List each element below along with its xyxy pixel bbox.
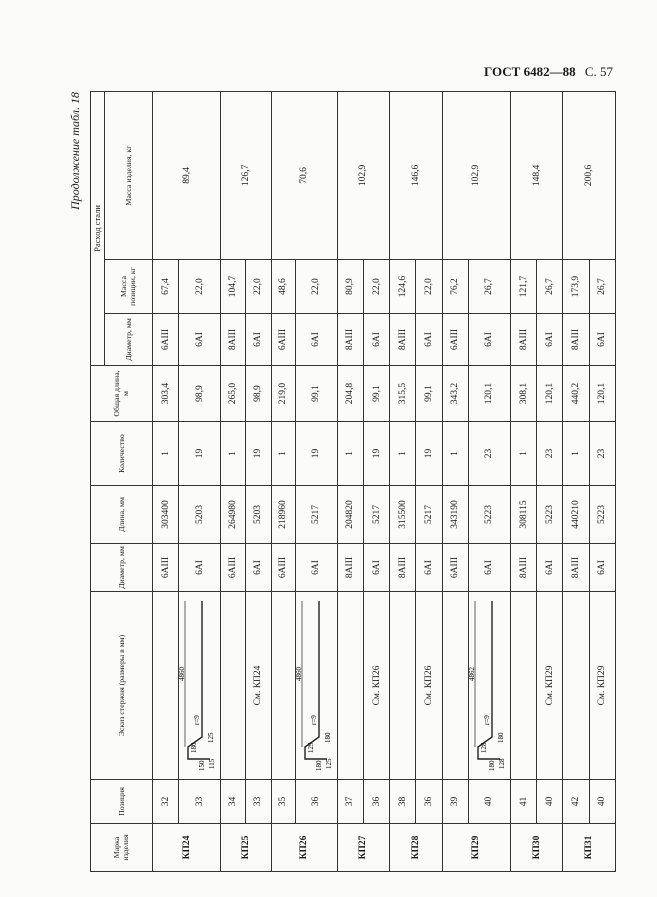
- col-length: Длина, мм: [91, 486, 153, 544]
- cell-pmass: 102,9: [442, 91, 510, 259]
- cell-smass: 76,2: [442, 260, 468, 314]
- cell-sd: 6АIII: [152, 314, 178, 366]
- cell-pos: 34: [221, 780, 246, 824]
- cell-pos: 40: [589, 780, 615, 824]
- cell-sketch: [468, 592, 510, 780]
- cell-qty: 1: [510, 422, 536, 486]
- cell-total: 99,1: [295, 366, 337, 422]
- cell-qty: 1: [563, 422, 589, 486]
- cell-sd: 6АI: [295, 314, 337, 366]
- cell-d: 6АI: [179, 544, 221, 592]
- sketch-dimension: 4860: [294, 667, 303, 681]
- cell-sketch: [337, 592, 363, 780]
- cell-pmass: 126,7: [221, 91, 271, 259]
- table-body: [91, 91, 616, 871]
- bar-sketch-drawing: [294, 593, 333, 777]
- standard-title: ГОСТ 6482—88: [484, 64, 576, 79]
- cell-d: 6АIII: [152, 544, 178, 592]
- cell-qty: 19: [416, 422, 442, 486]
- cell-sd: 6АI: [468, 314, 510, 366]
- col-product-mass: Масса изделия, кг: [104, 91, 152, 259]
- col-sketch: Эскиз стержня (размеры в мм): [91, 592, 153, 780]
- cell-smass: 104,7: [221, 260, 246, 314]
- cell-len: 204820: [337, 486, 363, 544]
- cell-total: 120,1: [589, 366, 615, 422]
- sketch-dimension: 128: [479, 742, 488, 753]
- cell-d: 6АI: [295, 544, 337, 592]
- cell-pos: 35: [271, 780, 295, 824]
- cell-pos: 36: [416, 780, 442, 824]
- cell-pos: 39: [442, 780, 468, 824]
- cell-len: 5217: [416, 486, 442, 544]
- cell-mark: КП31: [563, 824, 616, 872]
- page-number: С. 57: [584, 64, 613, 79]
- sketch-dimension: 128: [497, 758, 506, 769]
- cell-pmass: 148,4: [510, 91, 563, 259]
- cell-pos: 33: [246, 780, 271, 824]
- cell-sd: 6АI: [363, 314, 389, 366]
- sketch-dimension: 180: [496, 732, 505, 743]
- sketch-dimension: 180: [314, 760, 323, 771]
- sketch-dimension: 115: [208, 758, 217, 769]
- sketch-dimension: r=9: [193, 715, 202, 725]
- cell-smass: 22,0: [179, 260, 221, 314]
- cell-total: 98,9: [179, 366, 221, 422]
- cell-smass: 22,0: [246, 260, 271, 314]
- cell-d: 6АI: [589, 544, 615, 592]
- cell-total: 99,1: [363, 366, 389, 422]
- cell-len: 264980: [221, 486, 246, 544]
- cell-total: 315,5: [390, 366, 416, 422]
- cell-d: 8АIII: [510, 544, 536, 592]
- bar-sketch-drawing: [180, 593, 216, 777]
- cell-qty: 23: [589, 422, 615, 486]
- cell-smass: 22,0: [295, 260, 337, 314]
- cell-sketch: См. КП26: [363, 592, 389, 780]
- cell-qty: 23: [468, 422, 510, 486]
- sketch-dimension: r=9: [309, 715, 318, 725]
- cell-mark: КП27: [337, 824, 390, 872]
- cell-len: 5223: [537, 486, 563, 544]
- sketch-dimension: 180: [487, 760, 496, 771]
- cell-len: 5223: [468, 486, 510, 544]
- cell-sketch: [510, 592, 536, 780]
- cell-total: 120,1: [537, 366, 563, 422]
- cell-mark: КП26: [271, 824, 337, 872]
- cell-sd: 8АIII: [221, 314, 246, 366]
- cell-len: 5217: [295, 486, 337, 544]
- cell-pos: 36: [363, 780, 389, 824]
- cell-sketch: [390, 592, 416, 780]
- cell-d: 6АI: [468, 544, 510, 592]
- cell-mark: КП30: [510, 824, 563, 872]
- cell-qty: 1: [337, 422, 363, 486]
- table-row: [510, 91, 536, 871]
- cell-qty: 19: [246, 422, 271, 486]
- cell-total: 219,0: [271, 366, 295, 422]
- cell-len: 315500: [390, 486, 416, 544]
- cell-pmass: 146,6: [390, 91, 443, 259]
- cell-mark: КП29: [442, 824, 510, 872]
- cell-sd: 6АIII: [271, 314, 295, 366]
- cell-sd: 6АI: [589, 314, 615, 366]
- cell-total: 99,1: [416, 366, 442, 422]
- cell-qty: 1: [271, 422, 295, 486]
- cell-smass: 173,9: [563, 260, 589, 314]
- cell-sketch: См. КП24: [246, 592, 271, 780]
- cell-d: 8АIII: [390, 544, 416, 592]
- cell-qty: 1: [390, 422, 416, 486]
- cell-total: 265,0: [221, 366, 246, 422]
- cell-qty: 1: [221, 422, 246, 486]
- cell-pos: 41: [510, 780, 536, 824]
- bar-sketch-drawing: [467, 593, 506, 777]
- cell-len: 5203: [246, 486, 271, 544]
- cell-total: 308,1: [510, 366, 536, 422]
- cell-len: 303400: [152, 486, 178, 544]
- cell-smass: 22,0: [363, 260, 389, 314]
- cell-sd: 6АI: [537, 314, 563, 366]
- cell-sketch: [563, 592, 589, 780]
- cell-smass: 48,6: [271, 260, 295, 314]
- cell-pos: 38: [390, 780, 416, 824]
- sketch-dimension: 129: [306, 742, 315, 753]
- cell-sd: 8АIII: [563, 314, 589, 366]
- cell-total: 120,1: [468, 366, 510, 422]
- cell-len: 5217: [363, 486, 389, 544]
- cell-d: 6АIII: [221, 544, 246, 592]
- cell-d: 6АI: [246, 544, 271, 592]
- cell-pos: 40: [468, 780, 510, 824]
- sketch-dimension: r=9: [482, 715, 491, 725]
- cell-pmass: 70,6: [271, 91, 337, 259]
- cell-len: 218960: [271, 486, 295, 544]
- cell-qty: 19: [363, 422, 389, 486]
- cell-d: 8АIII: [563, 544, 589, 592]
- table-continuation-caption: Продолжение табл. 18: [68, 92, 82, 210]
- col-total-length: Общая длина, м: [91, 366, 153, 422]
- col-steel-group: Расход стали: [91, 91, 105, 365]
- cell-smass: 80,9: [337, 260, 363, 314]
- cell-sd: 6АI: [416, 314, 442, 366]
- col-steel-mass: Масса позиции, кг: [104, 260, 152, 314]
- cell-mark: КП24: [152, 824, 220, 872]
- table-row: [442, 91, 468, 871]
- cell-total: 98,9: [246, 366, 271, 422]
- cell-sd: 8АIII: [390, 314, 416, 366]
- cell-len: 343190: [442, 486, 468, 544]
- cell-pos: 42: [563, 780, 589, 824]
- col-quantity: Количество: [91, 422, 153, 486]
- cell-qty: 1: [442, 422, 468, 486]
- rotated-content: [66, 92, 616, 872]
- table-row: [337, 91, 363, 871]
- cell-pos: 36: [295, 780, 337, 824]
- cell-total: 303,4: [152, 366, 178, 422]
- cell-pmass: 89,4: [152, 91, 220, 259]
- cell-qty: 1: [152, 422, 178, 486]
- cell-d: 6АI: [363, 544, 389, 592]
- cell-smass: 124,6: [390, 260, 416, 314]
- cell-sketch: [442, 592, 468, 780]
- cell-qty: 19: [179, 422, 221, 486]
- cell-pos: 32: [152, 780, 178, 824]
- cell-len: 5203: [179, 486, 221, 544]
- cell-qty: 19: [295, 422, 337, 486]
- products-table: [90, 91, 616, 872]
- cell-sketch: [152, 592, 178, 780]
- cell-mark: КП28: [390, 824, 443, 872]
- cell-d: 8АIII: [337, 544, 363, 592]
- cell-smass: 26,7: [589, 260, 615, 314]
- cell-sketch: [295, 592, 337, 780]
- cell-sd: 6АI: [246, 314, 271, 366]
- cell-sd: 8АIII: [510, 314, 536, 366]
- col-diameter: Диаметр, мм: [91, 544, 153, 592]
- table-row: [152, 91, 178, 871]
- cell-sketch: См. КП29: [589, 592, 615, 780]
- cell-sketch: [271, 592, 295, 780]
- cell-sketch: См. КП29: [537, 592, 563, 780]
- page-header: [484, 64, 613, 80]
- cell-smass: 22,0: [416, 260, 442, 314]
- sketch-dimension: 4862: [467, 667, 476, 681]
- col-position: Позиция: [91, 780, 153, 824]
- cell-pmass: 200,6: [563, 91, 616, 259]
- cell-smass: 67,4: [152, 260, 178, 314]
- cell-smass: 26,7: [537, 260, 563, 314]
- cell-total: 440,2: [563, 366, 589, 422]
- cell-sketch: См. КП26: [416, 592, 442, 780]
- cell-total: 343,2: [442, 366, 468, 422]
- col-steel-diameter: Диаметр, мм: [104, 314, 152, 366]
- table-row: [271, 91, 295, 871]
- cell-len: 5223: [589, 486, 615, 544]
- cell-pos: 40: [537, 780, 563, 824]
- table-row: [563, 91, 589, 871]
- cell-pos: 33: [179, 780, 221, 824]
- cell-len: 440210: [563, 486, 589, 544]
- cell-sd: 6АI: [179, 314, 221, 366]
- cell-smass: 26,7: [468, 260, 510, 314]
- cell-d: 6АI: [416, 544, 442, 592]
- table-row: [390, 91, 416, 871]
- table-row: [221, 91, 246, 871]
- rotated-table-area: [66, 92, 616, 872]
- cell-pmass: 102,9: [337, 91, 390, 259]
- sketch-dimension: 180: [323, 732, 332, 743]
- cell-d: 6АIII: [442, 544, 468, 592]
- cell-sd: 8АIII: [337, 314, 363, 366]
- cell-d: 6АIII: [271, 544, 295, 592]
- sketch-dimension: 180: [190, 742, 199, 753]
- cell-mark: КП25: [221, 824, 271, 872]
- cell-smass: 121,7: [510, 260, 536, 314]
- col-mark: Марка изделия: [91, 824, 153, 872]
- cell-sketch: [221, 592, 246, 780]
- cell-len: 308115: [510, 486, 536, 544]
- sketch-dimension: 125: [207, 732, 216, 743]
- cell-qty: 23: [537, 422, 563, 486]
- cell-pos: 37: [337, 780, 363, 824]
- cell-d: 6АI: [537, 544, 563, 592]
- sketch-dimension: 125: [324, 758, 333, 769]
- cell-sd: 6АIII: [442, 314, 468, 366]
- cell-sketch: [179, 592, 221, 780]
- cell-total: 204,8: [337, 366, 363, 422]
- sketch-dimension: 150: [198, 760, 207, 771]
- sketch-dimension: 4860: [178, 667, 187, 681]
